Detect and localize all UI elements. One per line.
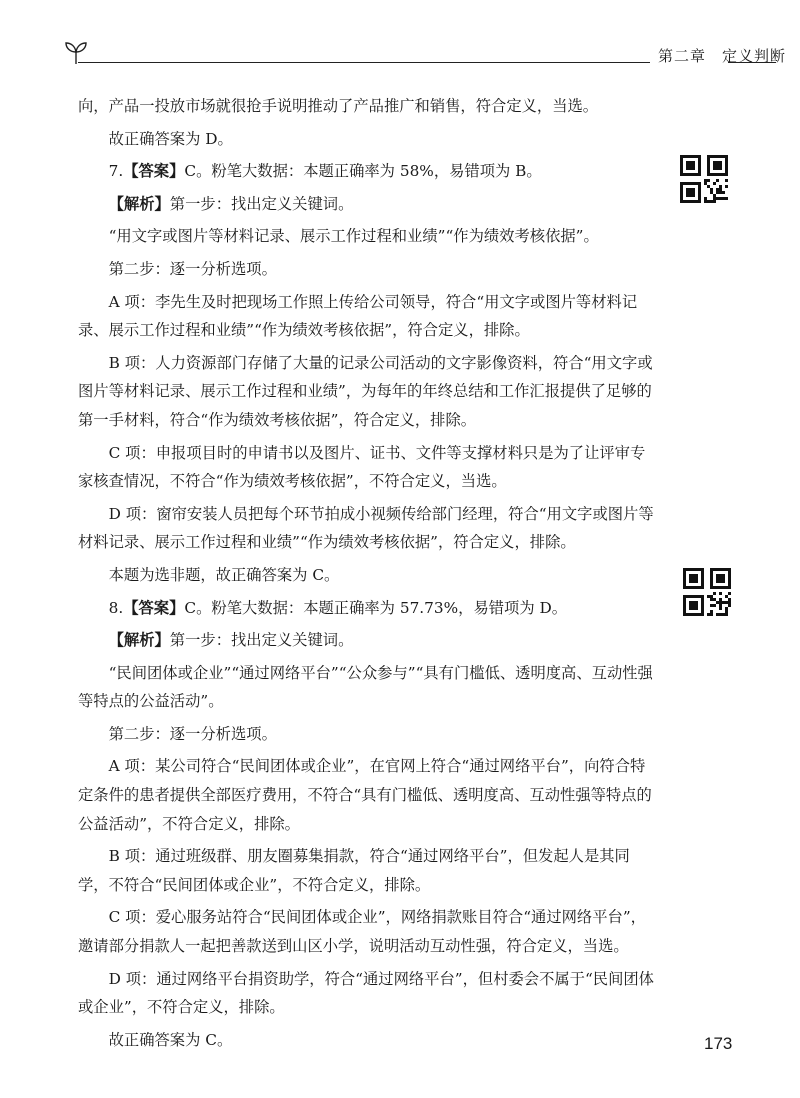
page-header xyxy=(64,40,787,70)
paragraph-text: 第二步：逐一分析选项。 xyxy=(108,724,277,743)
paragraph-text: 7. xyxy=(108,162,124,181)
header-rule-left xyxy=(78,62,650,63)
paragraph-text: “用文字或图片等材料记录、展示工作过程和业绩”“作为绩效考核依据”。 xyxy=(108,227,599,246)
paragraph xyxy=(78,125,658,154)
paragraph xyxy=(78,720,658,749)
paragraph-text: C。粉笔大数据：本题正确率为 58%，易错项为 B。 xyxy=(184,162,542,181)
qr-code-question-8[interactable] xyxy=(683,568,731,616)
paragraph xyxy=(78,92,658,121)
paragraph xyxy=(78,222,658,251)
paragraph-text: 第二步：逐一分析选项。 xyxy=(108,259,277,278)
paragraph-text: 第一步：找出定义关键词。 xyxy=(169,631,354,650)
paragraph-text: C 项：申报项目时的申请书以及图片、证书、文件等支撑材料只是为了让评审专家核查情况，不符合“作为绩效考核依据”，不符合定义，当选。 xyxy=(78,443,646,491)
paragraph-text: A 项：某公司符合“民间团体或企业”，在官网上符合“通过网络平台”，向符合特定条件的患者提供全部医疗费用，不符合“具有门槛低、透明度高、互动性强等特点的公益活动”，不符合定义，排除。 xyxy=(78,757,652,833)
paragraph-text: 故正确答案为 C。 xyxy=(108,1030,233,1049)
qr-code-question-7[interactable] xyxy=(680,155,728,203)
paragraph xyxy=(78,903,658,960)
page-number: 173 xyxy=(704,1034,733,1053)
section-marker: 【答案】 xyxy=(123,598,185,617)
paragraph xyxy=(78,500,658,557)
paragraph-text: D 项：通过网络平台捐资助学，符合“通过网络平台”，但村委会不属于“民间团体或企业”，不符合定义，排除。 xyxy=(78,969,654,1017)
paragraph-text: C。粉笔大数据：本题正确率为 57.73%，易错项为 D。 xyxy=(184,598,568,617)
paragraph xyxy=(78,439,658,496)
paragraph-text: C 项：爱心服务站符合“民间团体或企业”，网络捐款账目符合“通过网络平台”，邀请部分捐款人一起把善款送到山区小学，说明活动互动性强，符合定义，当选。 xyxy=(78,908,646,956)
paragraph xyxy=(78,965,658,1022)
paragraph xyxy=(78,626,658,655)
paragraph xyxy=(78,349,658,435)
paragraph-text: “民间团体或企业”“通过网络平台”“公众参与”“具有门槛低、透明度高、互动性强等特点的公益活动”。 xyxy=(78,663,653,711)
section-marker: 【解析】 xyxy=(108,631,170,650)
chapter-title: 第二章 定义判断 xyxy=(658,47,787,65)
paragraph xyxy=(78,255,658,284)
paragraph-text: 故正确答案为 D。 xyxy=(108,129,233,148)
paragraph xyxy=(78,1026,658,1055)
section-marker: 【解析】 xyxy=(108,194,170,213)
answer-explanation-body xyxy=(78,92,658,1054)
paragraph-text: D 项：窗帘安装人员把每个环节拍成小视频传给部门经理，符合“用文字或图片等材料记录、展示工作过程和业绩”“作为绩效考核依据”，符合定义，排除。 xyxy=(78,504,654,552)
paragraph xyxy=(78,659,658,716)
paragraph xyxy=(78,842,658,899)
paragraph-text: 第一步：找出定义关键词。 xyxy=(169,194,354,213)
paragraph xyxy=(78,157,658,186)
paragraph xyxy=(78,561,658,590)
paragraph xyxy=(78,594,658,623)
header-rule-right xyxy=(728,62,776,63)
paragraph-text: B 项：通过班级群、朋友圈募集捐款，符合“通过网络平台”，但发起人是其同学，不符合“民间团体或企业”，不符合定义，排除。 xyxy=(78,847,630,894)
paragraph xyxy=(78,752,658,838)
section-marker: 【答案】 xyxy=(123,162,185,181)
paragraph-text: 本题为选非题，故正确答案为 C。 xyxy=(108,565,340,584)
paragraph-text: 8. xyxy=(108,598,124,617)
paragraph-text: 向，产品一投放市场就很抢手说明推动了产品推广和销售，符合定义，当选。 xyxy=(78,97,599,115)
paragraph xyxy=(78,288,658,345)
paragraph-text: B 项：人力资源部门存储了大量的记录公司活动的文字影像资料，符合“用文字或图片等材料记录、展示工作过程和业绩”，为每年的年终总结和工作汇报提供了足够的第一手材料，符合“作为绩效考核依据”，符合定义，排除。 xyxy=(78,353,653,429)
paragraph-text: A 项：李先生及时把现场工作照上传给公司领导，符合“用文字或图片等材料记录、展示工作过程和业绩”“作为绩效考核依据”，符合定义，排除。 xyxy=(78,292,638,340)
paragraph xyxy=(78,190,658,219)
